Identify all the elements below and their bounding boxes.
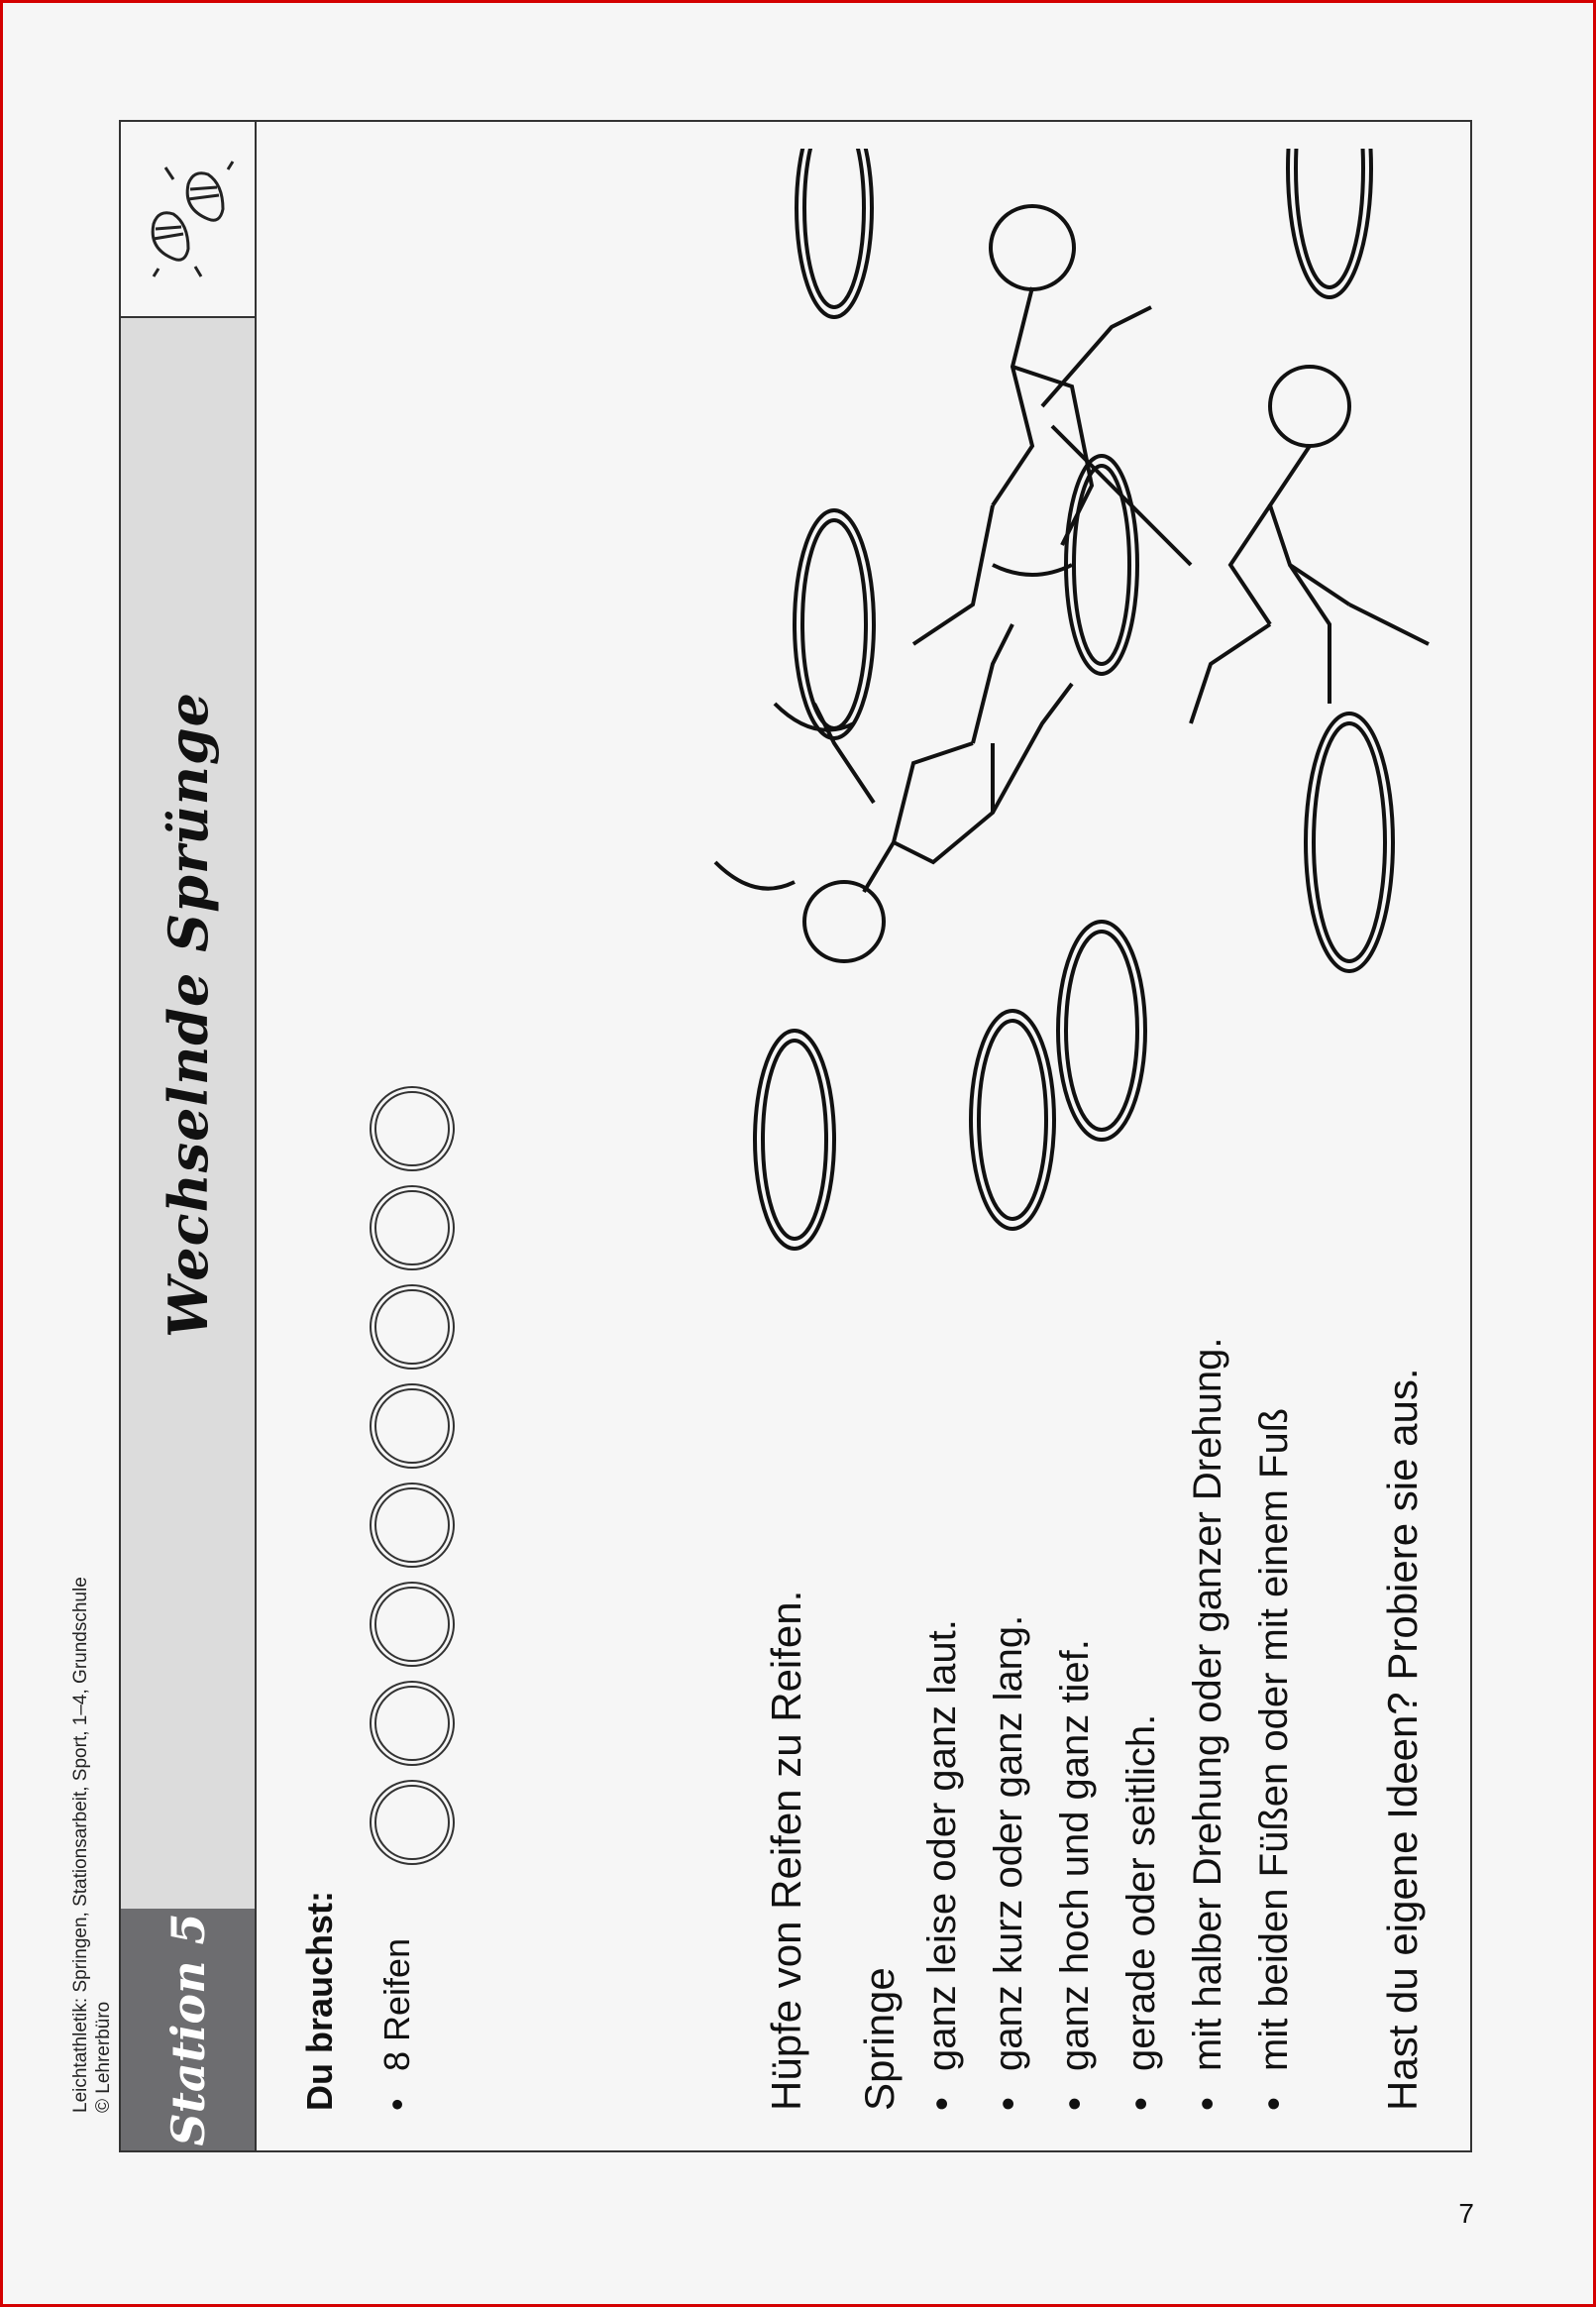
card-header	[121, 122, 257, 2150]
page-number: 7	[1458, 2198, 1474, 2229]
list-item: •mit beiden Füßen oder mit einem Fuß	[1252, 1407, 1296, 2111]
source-line-1: Leichtathletik: Springen, Stationsarbeit, Sport, 1–4, Grundschule	[70, 1577, 91, 2113]
list-item: •gerade oder seitlich.	[1119, 1713, 1163, 2111]
list-item: •ganz kurz oder ganz lang.	[987, 1614, 1030, 2111]
springe-label: Springe	[856, 1967, 903, 2111]
materials-item-label: 8 Reifen	[376, 1937, 417, 2071]
materials-heading: Du brauchst:	[299, 1890, 340, 2111]
list-item: •ganz leise oder ganz laut.	[920, 1619, 964, 2111]
materials-item: •8 Reifen	[376, 1937, 417, 2111]
list-item: •mit halber Drehung oder ganzer Drehung.	[1186, 1337, 1229, 2111]
children-jumping-illustration	[279, 149, 1448, 1259]
page-title: Wechselnde Sprünge	[156, 691, 220, 1338]
jump-variations-list	[913, 1338, 1312, 2111]
jumping-shoes-icon	[134, 160, 243, 278]
closing-question: Hast du eigene Ideen? Probiere sie aus.	[1379, 1368, 1426, 2111]
source-line-2: © Lehrerbüro	[93, 2001, 114, 2113]
station-card	[119, 120, 1472, 2152]
source-note	[69, 1577, 115, 2113]
header-icon-box	[121, 122, 255, 318]
station-label: Station 5	[121, 1909, 255, 2150]
main-instruction: Hüpfe von Reifen zu Reifen.	[763, 1590, 809, 2111]
list-item: •ganz hoch und ganz tief.	[1053, 1639, 1097, 2111]
